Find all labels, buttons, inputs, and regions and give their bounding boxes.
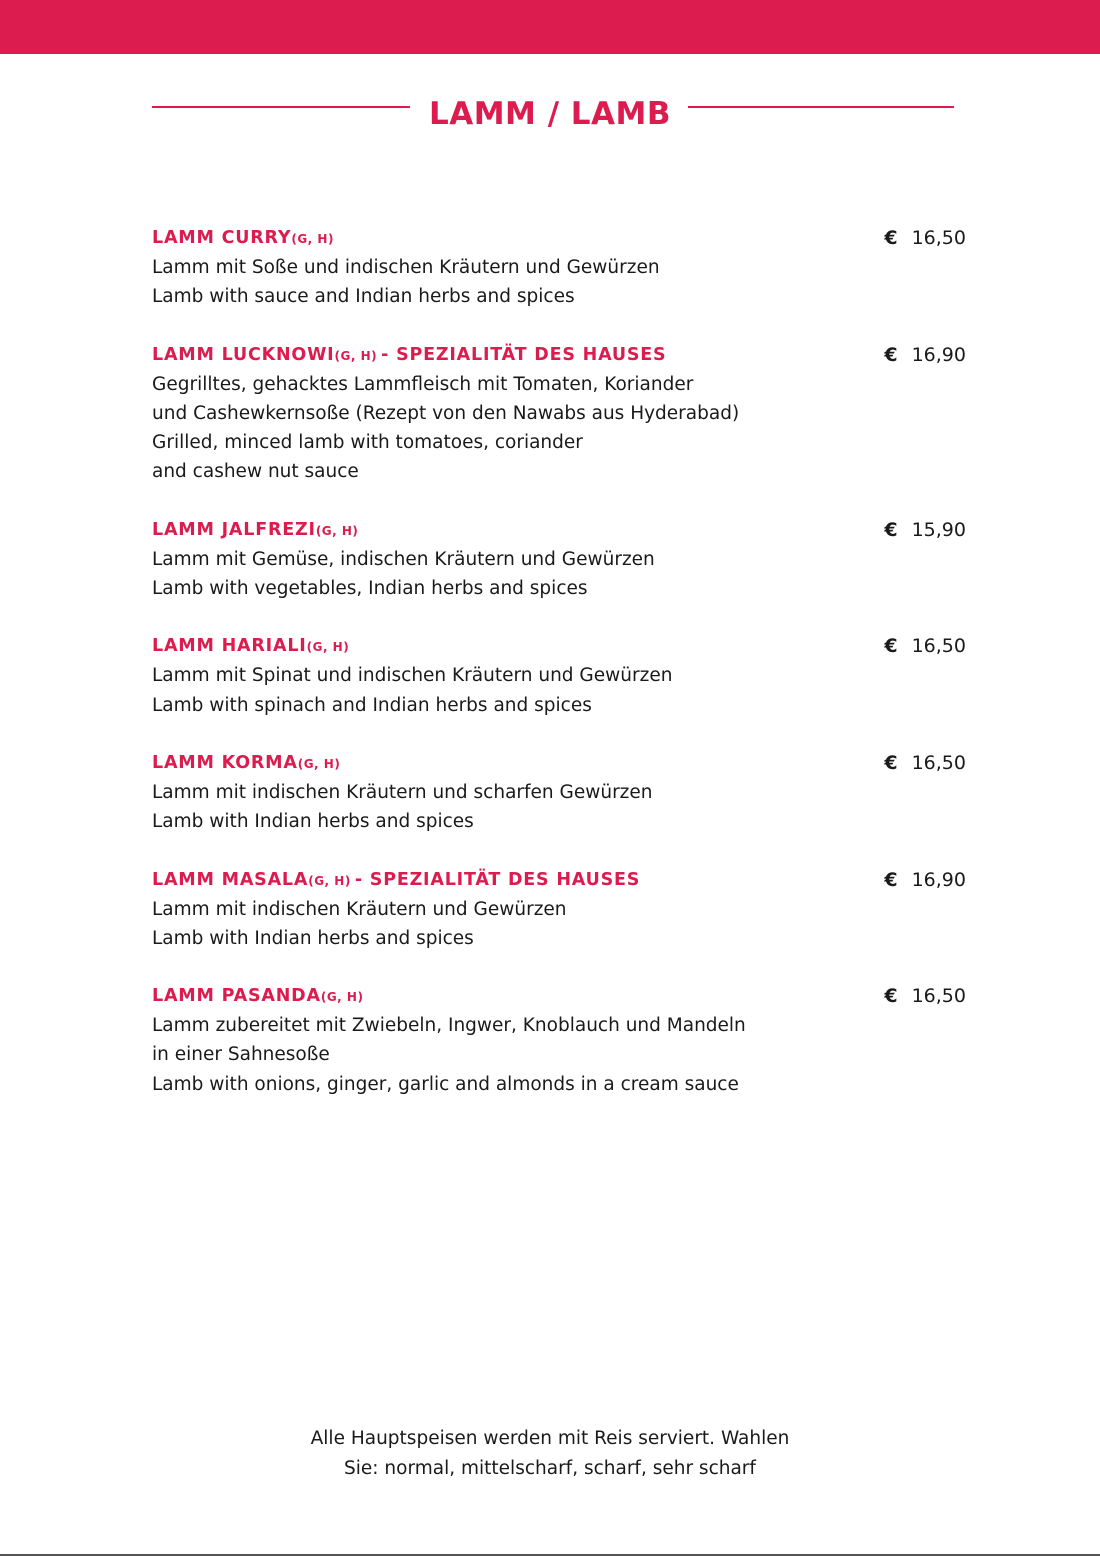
dish-description: Lamm mit Gemüse, indischen Kräutern und Gewürzen — [152, 548, 655, 570]
dish-description: Gegrilltes, gehacktes Lammfleisch mit Tomaten, Koriander — [152, 373, 694, 395]
allergen-codes: (G, H) — [291, 232, 334, 246]
dish-description: Grilled, minced lamb with tomatoes, coriander — [152, 432, 583, 454]
dish-name-row — [152, 516, 972, 545]
menu-item — [152, 516, 972, 604]
price-value: 15,90 — [911, 518, 966, 541]
allergen-codes: (G, H) — [320, 990, 364, 1005]
dish-description: Lamm zubereitet mit Zwiebeln, Ingwer, Knoblauch und Mandeln — [152, 1015, 746, 1037]
menu-item — [152, 341, 972, 487]
currency-symbol: € — [884, 868, 898, 891]
dish-price — [884, 632, 966, 661]
menu-item — [152, 632, 972, 720]
dish-price — [884, 224, 966, 253]
dish-name-row — [152, 749, 972, 778]
dish-name: LAMM JALFREZI — [152, 519, 316, 540]
dish-name: LAMM KORMA — [152, 752, 298, 773]
allergen-codes: (G, H) — [308, 873, 351, 888]
footer-line: Alle Hauptspeisen werden mit Reis serviert. Wahlen — [310, 1428, 790, 1449]
dish-description: Lamm mit indischen Kräutern und scharfen Gewürzen — [152, 781, 653, 803]
dish-description: Lamb with spinach and Indian herbs and spices — [152, 694, 592, 716]
dish-name: LAMM CURRY — [152, 228, 292, 248]
menu-list — [152, 224, 972, 1128]
menu-item — [152, 982, 972, 1099]
house-special-label: - SPEZIALITÄT DES HAUSES — [354, 869, 641, 890]
menu-item — [152, 749, 972, 837]
dish-name-row — [152, 866, 972, 895]
allergen-codes: (G, H) — [297, 756, 341, 771]
currency-symbol: € — [884, 751, 898, 774]
menu-item — [152, 866, 972, 954]
house-special-label: - SPEZIALITÄT DES HAUSES — [381, 344, 667, 365]
dish-price — [884, 982, 966, 1011]
dish-description: Lamb with sauce and Indian herbs and spices — [152, 286, 575, 308]
allergen-codes: (G, H) — [306, 640, 350, 655]
top-accent-bar — [0, 0, 1100, 54]
allergen-codes: (G, H) — [315, 523, 359, 538]
dish-price — [884, 341, 966, 370]
currency-symbol: € — [884, 635, 898, 658]
currency-symbol: € — [884, 518, 898, 541]
dish-name: LAMM MASALA — [152, 869, 309, 890]
dish-name-row — [152, 341, 972, 370]
dish-description: Lamb with Indian herbs and spices — [152, 927, 474, 949]
dish-description: Lamm mit Soße und indischen Kräutern und Gewürzen — [152, 257, 660, 278]
price-value: 16,90 — [911, 343, 966, 366]
price-value: 16,50 — [911, 227, 966, 249]
currency-symbol: € — [884, 227, 898, 249]
currency-symbol: € — [884, 343, 898, 366]
dish-name-row — [152, 982, 972, 1011]
footer-line: Sie: normal, mittelscharf, scharf, sehr scharf — [344, 1458, 756, 1479]
dish-description: Lamm mit Spinat und indischen Kräutern und Gewürzen — [152, 665, 673, 687]
footer-note — [0, 1424, 1100, 1484]
dish-price — [884, 866, 966, 895]
dish-description: Lamm mit indischen Kräutern und Gewürzen — [152, 898, 567, 920]
dish-name: LAMM LUCKNOWI — [152, 344, 335, 365]
dish-description: Lamb with vegetables, Indian herbs and spices — [152, 578, 588, 600]
price-value: 16,90 — [911, 868, 966, 891]
price-value: 16,50 — [911, 635, 966, 658]
dish-name-row — [152, 224, 972, 253]
currency-symbol: € — [884, 985, 898, 1008]
price-value: 16,50 — [911, 985, 966, 1008]
dish-description: in einer Sahnesoße — [152, 1044, 330, 1066]
menu-item — [152, 224, 972, 312]
dish-name: LAMM PASANDA — [152, 986, 321, 1007]
dish-description: Lamb with onions, ginger, garlic and almonds in a cream sauce — [152, 1073, 739, 1095]
price-value: 16,50 — [911, 751, 966, 774]
dish-price — [884, 516, 966, 545]
dish-name: LAMM HARIALI — [152, 636, 307, 657]
page-title: LAMM / LAMB — [428, 96, 672, 132]
dish-price — [884, 749, 966, 778]
allergen-codes: (G, H) — [334, 348, 378, 363]
dish-description: and cashew nut sauce — [152, 461, 359, 483]
dish-name-row — [152, 632, 972, 661]
dish-description: und Cashewkernsoße (Rezept von den Nawabs aus Hyderabad) — [152, 402, 740, 424]
dish-description: Lamb with Indian herbs and spices — [152, 811, 474, 833]
title-rule-right — [688, 106, 954, 108]
